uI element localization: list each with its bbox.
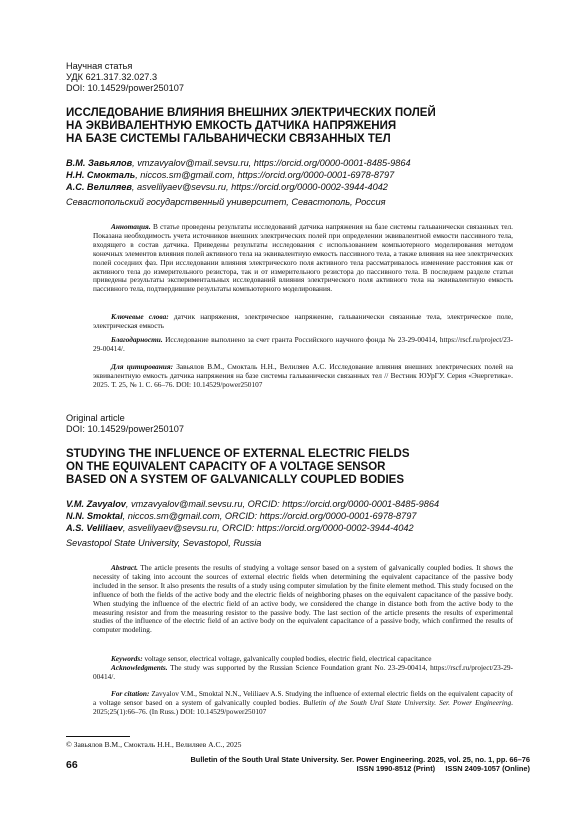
- author-contact: , niccos.sm@gmail.com, ORCID: https://orcid.org/0000-0001-6978-8797: [122, 511, 417, 521]
- author-contact: , asvelilyaev@sevsu.ru, https://orcid.org/0000-0002-3944-4042: [131, 182, 388, 192]
- author-name: V.M. Zavyalov: [66, 499, 126, 509]
- author-name: A.S. Veliliaev: [66, 523, 123, 533]
- keywords-label: Ключевые слова:: [111, 312, 169, 321]
- citation-text: Zavyalov V.M., Smoktal N.N., Veliliaev A.S. Studying the influence of external electric fields on the equivalent capacity of a voltage sensor based on a system of galvanically coupled bodies.: [93, 689, 513, 707]
- citation-label: For citation:: [111, 689, 150, 698]
- footnote-rule: [66, 736, 130, 737]
- affiliation-ru: Севастопольский государственный университет, Севастополь, Россия: [66, 197, 386, 207]
- author-contact: , niccos.sm@gmail.com, https://orcid.org/0000-0001-6978-8797: [135, 170, 395, 180]
- citation-label: Для цитирования:: [111, 362, 174, 371]
- article-type-en: Original article: [66, 413, 125, 423]
- author-name: В.М. Завьялов: [66, 158, 133, 168]
- journal-footer: [190, 755, 530, 774]
- udc-code: УДК 621.317.32.027.3: [66, 72, 158, 82]
- title-en-line: ON THE EQUIVALENT CAPACITY OF A VOLTAGE SENSOR: [66, 461, 386, 473]
- acknowledgments-ru: [93, 336, 513, 354]
- abstract-ru: [93, 223, 513, 294]
- author-name: А.С. Велиляев: [66, 182, 132, 192]
- citation-text: Завьялов В.М., Смокталь Н.Н., Велиляев А.С. Исследование влияния внешних электрических полей на эквивалентную емкость датчика напряжения на базе системы гальванически связанных тел // Вестник ЮУрГУ. Серия «Энергетика». 2025. Т. 25, № 1. С. 66–76. DOI: 10.14529/power250107: [93, 362, 513, 389]
- title-en-line: BASED ON A SYSTEM OF GALVANICALLY COUPLED BODIES: [66, 474, 405, 486]
- abstract-text: The article presents the results of studying a voltage sensor based on a system of galvanically coupled bodies. It shows the necessity of taking into account the sources of external electric fields when determining the equivalent capacitance of the passive body included in the sensor. It also presents the results of a study using computer simulation by the finite element method. This study focused on the influence of both the fields of the active body and the electric fields of neighboring phases on the equivalent capacitance of the passive body. When studying the influence of the electric field of an active body, we considered the change in distance both from the active body to the measuring resistor and from the measuring resistor to the passive body. The last section of the article presents the results of experimental studies of the influence of the electric field of an active body on the equivalent capacitance of a passive body, which confirmed the results of computer modeling.: [93, 563, 513, 635]
- ack-label: Acknowledgments.: [111, 663, 168, 672]
- author-contact: , vmzavyalov@mail.sevsu.ru, ORCID: https://orcid.org/0000-0001-8485-9864: [125, 499, 440, 509]
- abstract-text: В статье проведены результаты исследований датчика напряжения на базе системы гальванически связанных тел. Показана необходимость учета источников внешних электрических полей при определении эквивалентной емкости пассивного тела, входящего в состав датчика. Приведены результаты исследования с использованием компьютерного моделирования методом конечных элементов влияния полей активного тела на эквивалентную емкость пассивного тела, а также влияния на нее электрических полей соседних фаз. При исследовании влияния электрического поля активного тела рассматривалось изменение расстояния как от активного тела до измерительного резистора, так и от измерительного резистора до пассивного тела. В последнем разделе статьи приведены результаты экспериментальных исследований влияния электрического поля активного тела на эквивалентную емкость пассивного тела, подтвердившие результаты компьютерного моделирования.: [93, 222, 513, 294]
- abstract-label: Abstract.: [111, 563, 138, 572]
- acknowledgments-en: [93, 664, 513, 682]
- affiliation-en: Sevastopol State University, Sevastopol, Russia: [66, 538, 262, 548]
- author-name: Н.Н. Смокталь: [66, 170, 136, 180]
- title-ru-line: ИССЛЕДОВАНИЕ ВЛИЯНИЯ ВНЕШНИХ ЭЛЕКТРИЧЕСКИХ ПОЛЕЙ: [66, 107, 436, 119]
- doi-ru: DOI: 10.14529/power250107: [66, 83, 184, 93]
- author-ru: [66, 182, 536, 193]
- title-ru: [66, 107, 526, 146]
- citation-journal: Bulletin of the South Ural State University. Ser. Power Engineering: [303, 697, 512, 707]
- author-ru: [66, 158, 536, 169]
- doi-en: DOI: 10.14529/power250107: [66, 424, 184, 434]
- ack-text: The study was supported by the Russian Science Foundation grant No. 23-29-00414, https://rscf.ru/project/23-29-00414/.: [93, 663, 513, 681]
- ack-label: Благодарности.: [111, 335, 163, 344]
- copyright: © Завьялов В.М., Смокталь Н.Н., Велиляев А.С., 2025: [66, 740, 242, 749]
- author-en: [66, 523, 536, 534]
- title-ru-line: НА БАЗЕ СИСТЕМЫ ГАЛЬВАНИЧЕСКИ СВЯЗАННЫХ ТЕЛ: [66, 133, 391, 145]
- article-type-ru: Научная статья: [66, 61, 133, 71]
- journal-line: Bulletin of the South Ural State University. Ser. Power Engineering. 2025, vol. 25, no. 1, pp. 66–76: [190, 755, 530, 764]
- citation-en: [93, 690, 513, 717]
- keywords-label: Keywords:: [111, 654, 143, 663]
- author-en: [66, 499, 536, 510]
- citation-ru: [93, 363, 513, 390]
- keywords-text: voltage sensor, electrical voltage, galvanically coupled bodies, electric field, electrical capacitance: [142, 654, 432, 663]
- keywords-ru: [93, 313, 513, 331]
- title-ru-line: НА ЭКВИВАЛЕНТНУЮ ЕМКОСТЬ ДАТЧИКА НАПРЯЖЕНИЯ: [66, 120, 397, 132]
- page-number: 66: [66, 759, 78, 771]
- issn-line: ISSN 1990-8512 (Print) ISSN 2409-1057 (Online): [356, 764, 530, 774]
- abstract-en: [93, 564, 513, 635]
- author-name: N.N. Smoktal: [66, 511, 123, 521]
- author-ru: [66, 170, 536, 181]
- ack-text: Исследование выполнено за счет гранта Российского научного фонда № 23-29-00414, https://rscf.ru/project/23-29-00414/.: [93, 335, 513, 353]
- author-contact: , vmzavyalov@mail.sevsu.ru, https://orcid.org/0000-0001-8485-9864: [132, 158, 411, 168]
- title-en-line: STUDYING THE INFLUENCE OF EXTERNAL ELECTRIC FIELDS: [66, 448, 410, 460]
- author-contact: , asvelilyaev@sevsu.ru, ORCID: https://orcid.org/0000-0002-3944-4042: [122, 523, 414, 533]
- title-en: [66, 448, 526, 487]
- abstract-label: Аннотация.: [111, 222, 151, 231]
- citation-text-tail: . 2025;25(1):66–76. (In Russ.) DOI: 10.14529/power250107: [93, 697, 513, 716]
- keywords-text: датчик напряжения, электрическое напряжение, гальванически связанные тела, электрическое поле, электрическая емкость: [93, 312, 513, 330]
- author-en: [66, 511, 536, 522]
